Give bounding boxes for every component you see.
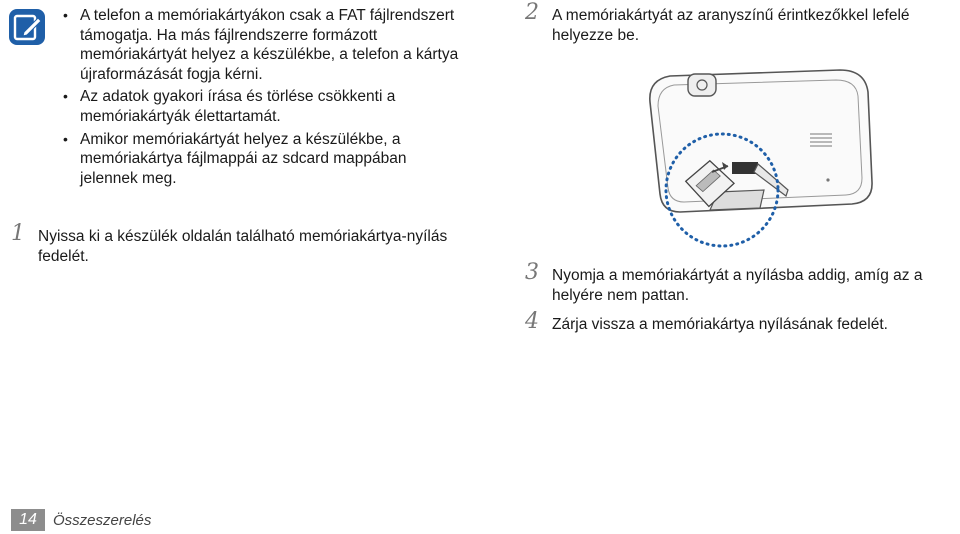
step-3: 3 Nyomja a memóriakártyát a nyílásba addig, amíg az a helyére nem pattan. [525,260,923,304]
page-footer [11,509,151,531]
note-bullet: • Az adatok gyakori írása és törlése csökkenti a memóriakártyák élettartamát. [63,88,396,125]
page-number: 14 [11,509,45,531]
step-2: 2 A memóriakártyát az aranyszínű érintkezőkkel lefelé helyezze be. [525,0,910,44]
note-bullet: • Amikor memóriakártyát helyez a készülékbe, a memóriakártya fájlmappái az sdcard mappában jelennek meg. [63,130,407,187]
step-4: 4 Zárja vissza a memóriakártya nyílásának fedelét. [525,309,888,334]
step-1: 1 Nyissa ki a készülék oldalán található memóriakártya-nyílás fedelét. [11,221,448,265]
phone-memory-card-illustration [640,62,940,252]
note-bullet-list [63,6,463,191]
note-bullet: • A telefon a memóriakártyákon csak a FAT fájlrendszert támogatja. Ha más fájlrendszerre formázott memóriakártyát helyez a készülékbe, a telefon a kártya újraformázását fogja kérni. [63,7,459,83]
section-title: Összeszerelés [53,511,152,529]
note-pencil-icon [8,8,46,46]
